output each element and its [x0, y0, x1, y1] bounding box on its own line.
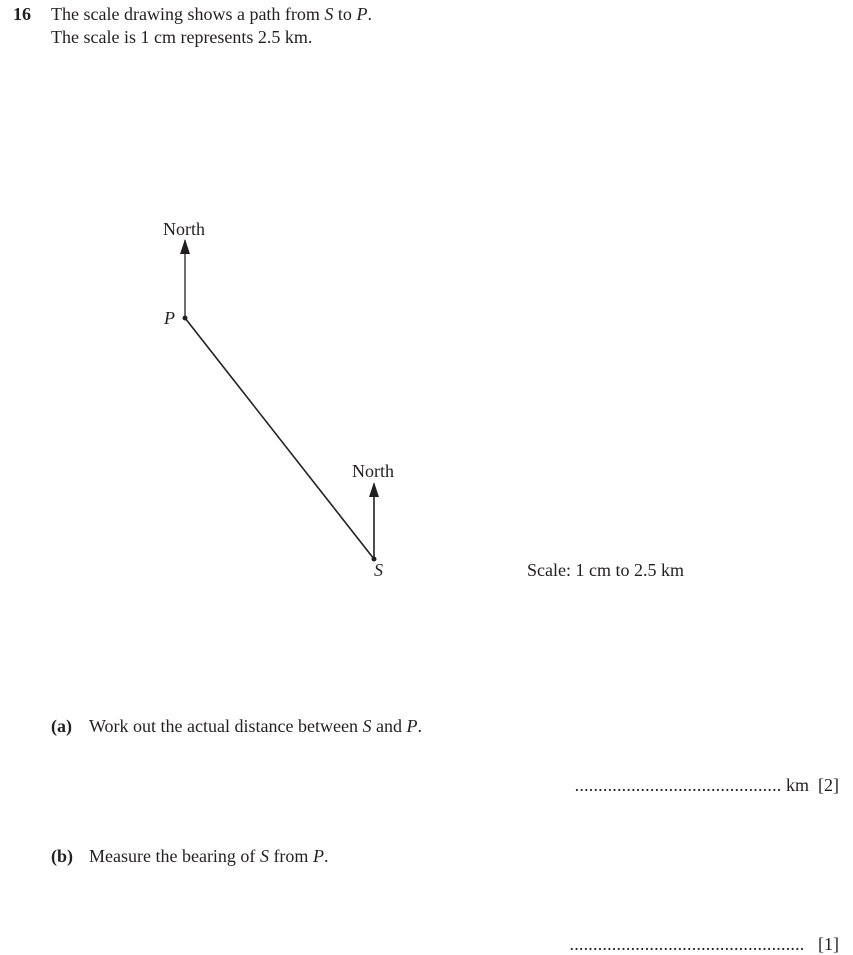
answer-unit-a: km	[781, 775, 809, 795]
point-p-dot	[183, 316, 188, 321]
part-a-answer-line[interactable]	[575, 775, 839, 796]
answer-dots-a[interactable]: ............................................	[574, 775, 782, 795]
answer-dots-b[interactable]: ..................................................	[569, 934, 805, 954]
north-arrowhead-s	[369, 482, 379, 497]
part-a-label: (a)	[51, 716, 72, 736]
marks-b: [1]	[818, 934, 839, 954]
point-s-label: S	[374, 560, 383, 580]
north-arrowhead-p	[180, 239, 190, 254]
part-b-answer-line[interactable]	[570, 934, 840, 955]
north-label-s: North	[352, 461, 394, 481]
part-b-question: Measure the bearing of S from P.	[89, 846, 329, 866]
part-b-label: (b)	[51, 846, 73, 866]
part-a-question: Work out the actual distance between S and P.	[89, 716, 422, 736]
question-intro-line1: The scale drawing shows a path from S to P.	[51, 4, 372, 24]
north-label-p: North	[163, 219, 205, 239]
point-p-label: P	[164, 308, 175, 328]
path-s-to-p	[185, 318, 374, 559]
question-intro-line2: The scale is 1 cm represents 2.5 km.	[51, 27, 313, 47]
marks-a: [2]	[818, 775, 839, 795]
question-number: 16	[13, 4, 31, 24]
scale-note: Scale: 1 cm to 2.5 km	[527, 560, 684, 580]
